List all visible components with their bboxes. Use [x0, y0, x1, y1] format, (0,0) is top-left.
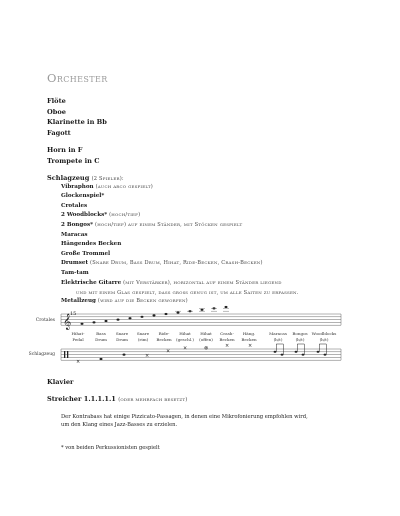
notation-column-5: Ride- Becken: [156, 331, 172, 342]
perc-item-10: Tam-tam: [61, 269, 89, 276]
octave-mark-icon: 15: [70, 311, 77, 317]
notation-column-9: Häng. Becken: [241, 331, 257, 342]
percussion-title-note: (2 Spieler):: [91, 176, 124, 182]
instrument-brass-2: Trompete in C: [47, 156, 100, 165]
notation-column-10: Maracas (h/t): [269, 331, 287, 342]
strings-note: (oder mehrfach besetzt): [118, 397, 188, 403]
percussion-title: Schlagzeug: [47, 174, 90, 182]
notation-column-11: Bongos (h/t): [292, 331, 308, 342]
notation-column-2: Bass Drum: [95, 331, 107, 342]
svg-text:×: ×: [76, 359, 81, 365]
notation-column-6: Hihat (geschl.): [176, 331, 194, 342]
perc-item-5: 2 Bongos* (hoch/tief) auf einem Ständer, mit Stöcken gespielt: [61, 221, 243, 228]
crotales-staff: [61, 314, 341, 325]
svg-text:×: ×: [183, 345, 188, 352]
perc-item-1: Vibraphon (auch arco gespielt): [61, 183, 153, 190]
percussion-notes: [76, 343, 326, 365]
instrument-woodwind-2: Oboe: [47, 107, 66, 116]
strings-heading: [47, 394, 187, 406]
instrument-woodwind-4: Fagott: [47, 128, 71, 137]
perc-item-2: Glockenspiel*: [61, 193, 105, 200]
schlagzeug-staff: [61, 349, 341, 360]
staff-label-crotales: Crotales: [35, 318, 55, 323]
svg-text:×: ×: [248, 343, 253, 349]
strings-numbers: 1.1.1.1.1: [83, 395, 116, 403]
staff-label-schlagzeug: Schlagzeug: [28, 351, 55, 357]
crotales-notes: [81, 306, 228, 325]
strings-title: Streicher: [47, 395, 82, 403]
svg-text:×: ×: [166, 348, 171, 355]
svg-text:×: ×: [145, 353, 150, 359]
guitar-note-continued: und mit einem Glas gespielt, dass groß genug ist, um alle Saiten zu erfassen.: [76, 289, 299, 296]
perc-item-3: Crotales: [61, 202, 88, 209]
svg-text:⊗: ⊗: [204, 345, 209, 352]
notation-column-12: Woodblocks (h/t): [311, 331, 337, 342]
footnote: * von beiden Perkussionisten gespielt: [61, 445, 160, 451]
perc-item-4: 2 Woodblocks* (hoch/tief): [61, 212, 141, 219]
instrument-woodwind-3: Klarinette in Bb: [47, 118, 107, 126]
notation-column-4: Snare (rim): [136, 331, 150, 342]
percussion-clef-icon: [64, 351, 68, 358]
instrument-piano: Klavier: [47, 378, 74, 386]
perc-item-7: Hängendes Becken: [61, 241, 122, 248]
notation-column-7: Hihat (offen): [199, 331, 213, 342]
perc-item-11: Elektrische Gitarre (mit Verstärker), horizontal auf einem Ständer liegend: [61, 279, 282, 286]
notation-column-1: Hihat- Pedal: [71, 331, 85, 342]
treble-clef-icon: 𝄞: [63, 314, 72, 330]
instrument-woodwind-1: Flöte: [47, 97, 66, 105]
perc-item-12: Metallzeug (wird auf die Becken geworfen): [61, 297, 188, 304]
svg-text:×: ×: [225, 343, 230, 349]
perc-item-9: Drumset (Snare Drum, Bass Drum, Hihat, Ride-Becken, Crash-Becken): [61, 260, 263, 267]
notation-column-8: Crash- Becken: [219, 331, 235, 342]
perc-item-8: Große Trommel: [61, 250, 111, 257]
notation-column-3: Snare Drum: [115, 331, 129, 342]
ledger-lines: [175, 308, 229, 311]
strings-paragraph: Der Kontrabass hat einige Pizzicato-Passagen, in denen eine Mikrofonierung empfohlen wird, um den Klang eines Jazz-Basses zu erzielen.: [61, 414, 308, 428]
section-heading: Orchester: [47, 71, 108, 85]
perc-item-6: Maracas: [61, 231, 88, 238]
instrument-brass-1: Horn in F: [47, 146, 83, 154]
